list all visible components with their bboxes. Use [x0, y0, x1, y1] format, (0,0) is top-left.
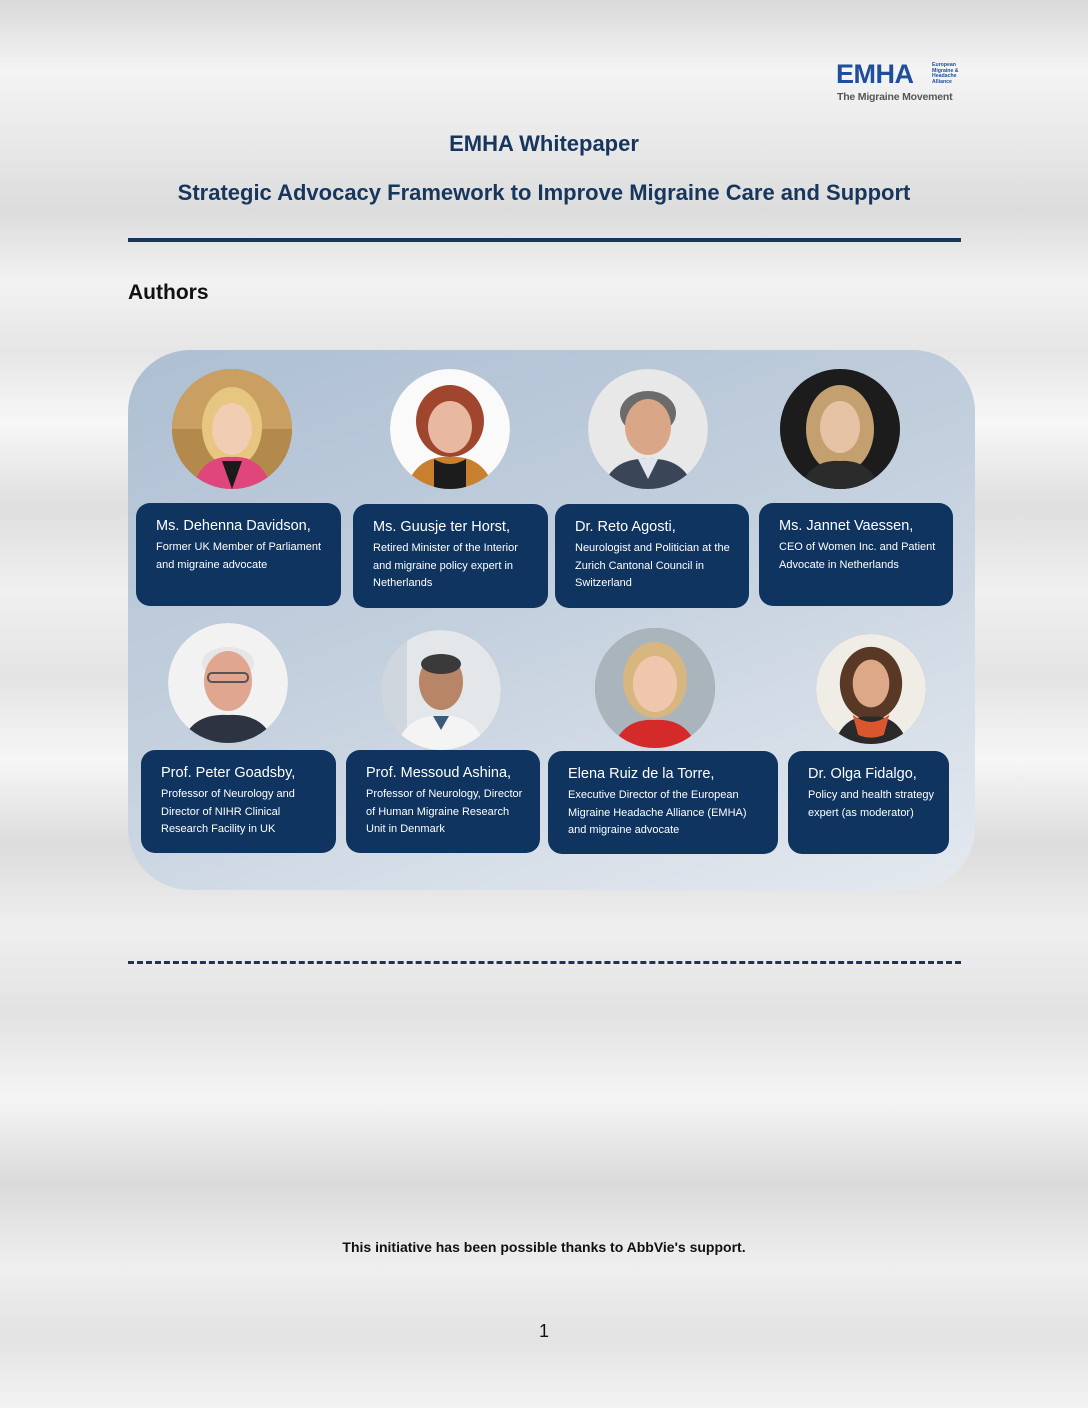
author-role: Professor of Neurology, Director of Human Migraine Research Unit in Denmark	[366, 788, 523, 835]
author-card	[136, 503, 341, 606]
author-role: Neurologist and Politician at the Zurich Cantonal Council in Switzerland	[575, 542, 730, 589]
page-number: 1	[538, 1321, 549, 1341]
author-name: Dr. Reto Agosti,	[575, 519, 676, 535]
emha-logo	[836, 60, 962, 106]
document-title: EMHA Whitepaper	[449, 131, 639, 156]
author-name: Prof. Peter Goadsby,	[161, 765, 296, 781]
title-divider	[128, 238, 961, 242]
author-name: Ms. Guusje ter Horst,	[373, 519, 510, 535]
author-role: CEO of Women Inc. and Patient Advocate in Netherlands	[779, 541, 936, 571]
author-photo	[168, 623, 288, 743]
author-name: Elena Ruiz de la Torre,	[568, 766, 715, 782]
author-photo	[595, 628, 715, 748]
dashed-divider	[128, 961, 961, 964]
author-card	[548, 751, 778, 854]
author-card	[788, 751, 949, 854]
author-card	[141, 750, 336, 853]
author-card	[346, 750, 540, 853]
author-name: Ms. Jannet Vaessen,	[779, 518, 914, 534]
sponsor-footnote: This initiative has been possible thanks to AbbVie's support.	[342, 1239, 746, 1255]
author-photo	[816, 634, 926, 744]
author-role: Executive Director of the European Migraine Headache Alliance (EMHA) and migraine advocate	[568, 789, 747, 836]
author-name: Ms. Dehenna Davidson,	[156, 518, 311, 534]
author-name: Prof. Messoud Ashina,	[366, 765, 512, 781]
author-role: Retired Minister of the Interior and migraine policy expert in Netherlands	[373, 542, 518, 589]
author-photo	[780, 369, 900, 489]
author-card	[353, 504, 548, 608]
author-photo	[390, 369, 510, 489]
author-photo	[588, 369, 708, 489]
author-photo	[381, 630, 501, 750]
author-role: Former UK Member of Parliament and migraine advocate	[156, 541, 322, 571]
authors-heading: Authors	[128, 281, 209, 304]
author-card	[555, 504, 749, 608]
logo-fullname: European Migraine & Headache Alliance	[932, 62, 959, 85]
author-role: Professor of Neurology and Director of NIHR Clinical Research Facility in UK	[161, 788, 295, 835]
logo-tagline: The Migraine Movement	[837, 91, 953, 103]
author-name: Dr. Olga Fidalgo,	[808, 766, 917, 782]
document-subtitle: Strategic Advocacy Framework to Improve Migraine Care and Support	[177, 180, 911, 205]
author-role: Policy and health strategy expert (as moderator)	[808, 789, 934, 819]
author-card	[759, 503, 953, 606]
logo-wordmark: EMHA	[836, 59, 914, 89]
author-photo	[172, 369, 292, 489]
